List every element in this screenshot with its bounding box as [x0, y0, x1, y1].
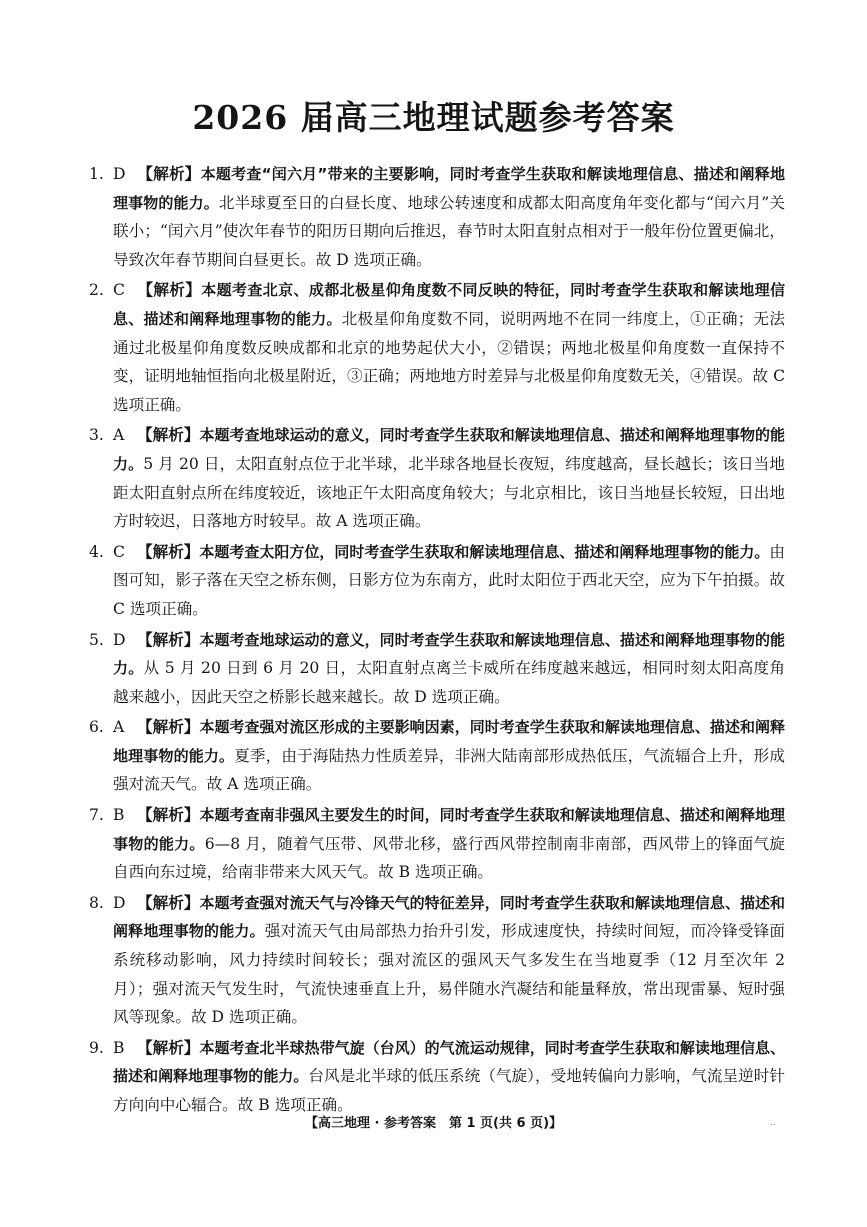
analysis-lead: 本题考查北半球热带气旋（台风）的气流运动规律，同时考查学生获取和解读地理信息、描述和阐释地理事物的能力。 — [113, 1038, 785, 1086]
page-footer: 【高三地理 · 参考答案 第 1 页(共 6 页)】 — [304, 1116, 563, 1131]
item-answer: A — [113, 718, 125, 737]
answer-item-9 — [89, 1034, 785, 1120]
answer-item-3 — [89, 421, 785, 535]
item-answer: D — [113, 630, 126, 649]
analysis-lead: 本题考查强对流天气与冷锋天气的特征差异，同时考查学生获取和解读地理信息、描述和阐释地理事物的能力。 — [113, 893, 785, 941]
analysis-body: 北半球夏至日的白昼长度、地球公转速度和成都太阳高度角年变化都与“闰六月”关联小；“闰六月”使次年春节的阳历日期向后推迟，春节时太阳直射点相对于一般年份位置更偏北，导致次年春节期间白昼更长。故 D 选项正确。 — [113, 193, 785, 269]
analysis-body: 从 5 月 20 日到 6 月 20 日，太阳直射点离兰卡威所在纬度越来越远，相同时刻太阳高度角越来越小，因此天空之桥影长越来越长。故 D 选项正确。 — [113, 659, 785, 706]
analysis-body: 强对流天气由局部热力抬升引发，形成速度快，持续时间短，而冷锋受锋面系统移动影响，风力持续时间较长；强对流区的强风天气多发生在当地夏季（12 月至次年 2 月）；强对流天气发生时，气流快速垂直上升，易伴随水汽凝结和能量释放，常出现雷暴、短时强风等现象。故 D 选项正确。 — [113, 922, 785, 1027]
item-answer: D — [113, 165, 126, 183]
item-answer: C — [113, 281, 125, 300]
analysis-tag: 【解析】 — [137, 280, 202, 300]
item-number: 8. — [89, 893, 104, 912]
analysis-body: 5 月 20 日，太阳直射点位于北半球，北半球各地昼长夜短，纬度越高，昼长越长；该日当地距太阳直射点所在纬度较近，该地正午太阳高度角较大；与北京相比，该日当地昼长较短，日出地方时较迟，日落地方时较早。故 A 选项正确。 — [113, 454, 785, 531]
answer-list — [89, 160, 786, 1122]
analysis-lead: 本题考查南非强风主要发生的时间，同时考查学生获取和解读地理信息、描述和阐释地理事物的能力。 — [113, 806, 785, 853]
item-answer: B — [113, 1038, 125, 1057]
answer-item-4 — [89, 538, 786, 624]
analysis-lead: 本题考查地球运动的意义，同时考查学生获取和解读地理信息、描述和阐释地理事物的能力。 — [113, 630, 785, 678]
analysis-body: 台风是北半球的低压系统（气旋），受地转偏向力影响，气流呈逆时针方向向中心辐合。故 B 选项正确。 — [113, 1067, 785, 1114]
corner-mark: .. — [770, 1118, 776, 1128]
analysis-tag: 【解析】 — [137, 717, 200, 737]
item-number: 9. — [89, 1038, 104, 1057]
item-number: 7. — [89, 806, 104, 825]
item-number: 2. — [89, 281, 104, 300]
answer-item-8 — [89, 889, 785, 1032]
answer-item-6 — [89, 713, 785, 799]
analysis-tag: 【解析】 — [137, 425, 200, 445]
item-number: 1. — [89, 165, 104, 183]
page-title: 2026 届高三地理试题参考答案 — [192, 98, 675, 137]
item-number: 3. — [89, 426, 104, 445]
analysis-lead: 本题考查地球运动的意义，同时考查学生获取和解读地理信息、描述和阐释地理事物的能力。 — [113, 426, 785, 473]
analysis-tag: 【解析】 — [137, 1037, 200, 1057]
analysis-tag: 【解析】 — [137, 629, 200, 649]
answer-item-1 — [89, 160, 785, 274]
analysis-tag: 【解析】 — [137, 892, 200, 912]
analysis-tag: 【解析】 — [137, 164, 201, 183]
item-number: 6. — [89, 718, 104, 737]
analysis-body: 北极星仰角度数不同，说明两地不在同一纬度上，①正确；无法通过北极星仰角度数反映成都和北京的地势起伏大小，②错误；两地北极星仰角度数一直保持不变，证明地轴恒指向北极星附近，③正确；两地地方时差异与北极星仰角度数无关，④错误。故 C 选项正确。 — [113, 309, 785, 414]
analysis-body: 夏季，由于海陆热力性质差异，非洲大陆南部形成热低压，气流辐合上升，形成强对流天气。故 A 选项正确。 — [113, 746, 785, 794]
item-number: 4. — [89, 542, 104, 561]
item-answer: C — [113, 542, 125, 561]
item-answer: B — [113, 806, 125, 825]
analysis-lead: 本题考查“闰六月”带来的主要影响，同时考查学生获取和解读地理信息、描述和阐释地理事物的能力。 — [113, 165, 785, 212]
item-answer: A — [113, 426, 125, 445]
analysis-body: 由图可知，影子落在天空之桥东侧，日影方位为东南方，此时太阳位于西北天空，应为下午拍摄。故 C 选项正确。 — [113, 542, 786, 618]
analysis-body: 6—8 月，随着气压带、风带北移，盛行西风带控制南非南部，西风带上的锋面气旋自西向东过境，给南非带来大风天气。故 B 选项正确。 — [113, 834, 785, 882]
analysis-lead: 本题考查强对流区形成的主要影响因素，同时考查学生获取和解读地理信息、描述和阐释地理事物的能力。 — [113, 718, 785, 765]
analysis-tag: 【解析】 — [137, 805, 200, 825]
item-answer: D — [113, 893, 126, 912]
answer-item-7 — [89, 801, 785, 887]
answer-item-2 — [89, 276, 785, 419]
item-number: 5. — [89, 630, 104, 649]
analysis-tag: 【解析】 — [137, 541, 200, 561]
analysis-lead: 本题考查太阳方位，同时考查学生获取和解读地理信息、描述和阐释地理事物的能力。 — [199, 542, 770, 561]
answer-item-5 — [89, 626, 785, 712]
analysis-lead: 本题考查北京、成都北极星仰角度数不同反映的特征，同时考查学生获取和解读地理信息、描述和阐释地理事物的能力。 — [113, 281, 785, 328]
